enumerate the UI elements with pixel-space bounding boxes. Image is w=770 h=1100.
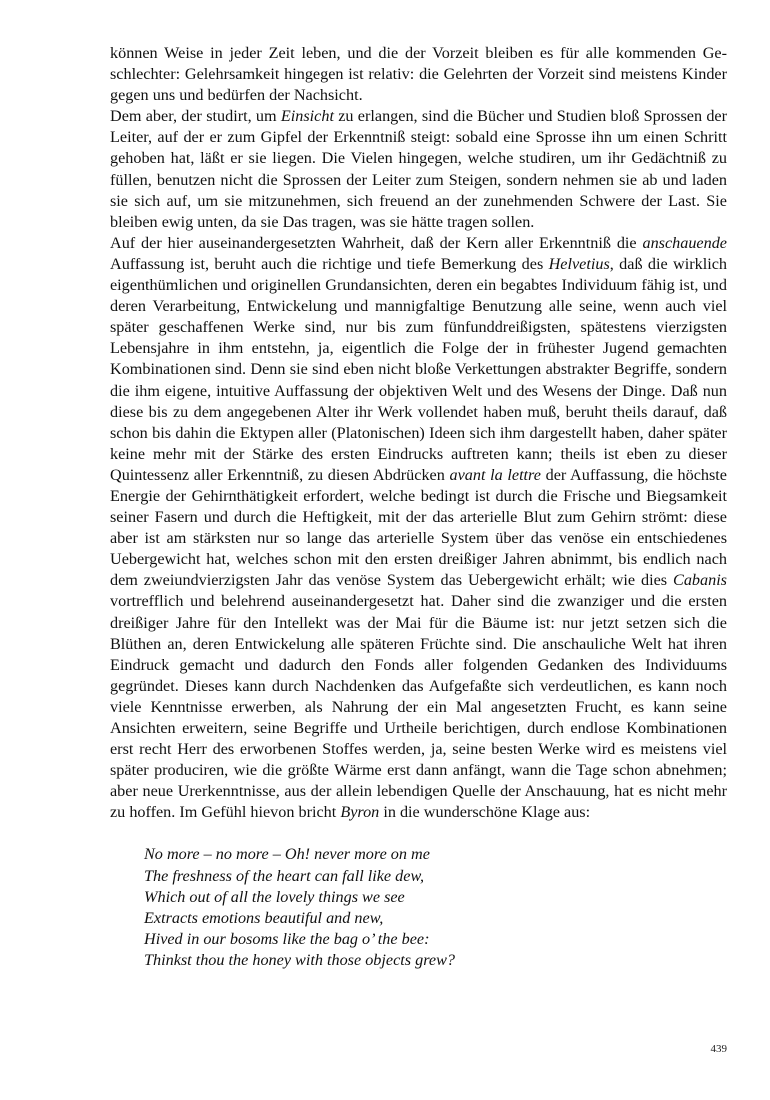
text-body xyxy=(110,43,727,823)
italic-emphasis: Einsicht xyxy=(280,107,334,126)
poem-line: Thinkst thou the honey with those objects grew? xyxy=(144,950,455,969)
text-run: können Weise in jeder Zeit leben, und die der Vorzeit bleiben es für alle kommenden Geschlechter: Gelehrsamkeit hingegen ist relativ: die Gelehrten der Vorzeit sind meistens Kinder gegen uns und bedürfen der Nachsicht. xyxy=(110,44,727,105)
italic-emphasis: avant la lettre xyxy=(449,465,541,484)
page-number: 439 xyxy=(710,1043,727,1055)
text-run: zu erlangen, sind die Bücher und Studien bloß Sprossen der Leiter, auf der er zum Gipfel der Erkenntniß steigt: sobald eine Sprosse ihn um einen Schritt gehoben hat, läßt er sie liegen. Die Vielen hingegen, welche studiren, um ihr Gedächtniß zu füllen, benutzen nicht die Sprossen der Leiter zum Steigen, sondern nehmen sie ab und laden sie sich auf, um sie mitzunehmen, sich freuend an der zunehmenden Schwere der Last. Sie bleiben ewig unten, da sie Das tragen, was sie hätte tragen sollen. xyxy=(110,107,727,231)
text-run: in die wunderschöne Klage aus: xyxy=(379,803,591,822)
poem-line: Extracts emotions beautiful and new, xyxy=(144,908,384,927)
text-run: der Auffassung, die höchste Energie der Gehirnthätigkeit erfordert, welche bedingt ist durch die Frische und Biegsamkeit seiner Fasern und durch die Heftigkeit, mit der das arterielle Blut zum Gehirn strömt: diese aber ist am stärksten nur so lange das arterielle System über das venöse ein entschiedenes Uebergewicht hat, welches schon mit den ersten dreißiger Jahren abnimmt, bis endlich nach dem zweiundvierzigsten Jahr das venöse System das Uebergewicht erhält; wie dies xyxy=(110,465,727,590)
poem-quote xyxy=(144,844,727,971)
text-run: Auffassung ist, beruht auch die richtige und tiefe Bemerkung des xyxy=(110,254,549,273)
page-body xyxy=(110,43,727,971)
italic-emphasis: Byron xyxy=(340,803,380,822)
text-run: , daß die wirklich eigenthümlichen und originellen Grundansichten, deren ein begabtes Individuum fähig ist, und deren Verarbeitung, Entwickelung und mannigfaltige Benutzung alle seine, wenn auch viel später geschaffenen Werke sind, nur bis zum fünfunddreißigsten, spätestens vierzigsten Lebensjahre in ihm entstehn, ja, eigentlich die Folge der in frühester Jugend gemachten Kombinationen sind. Denn sie sind eben nicht bloße Verkettungen abstrakter Begriffe, sondern die ihm eigene, intuitive Auffassung der objektiven Welt und des Wesens der Dinge. Daß nun diese bis zu dem angegebenen Alter ihr Werk vollendet haben muß, beruht theils darauf, daß schon bis dahin die Ektypen aller (Platonischen) Ideen sich ihm dargestellt haben, daher später keine mehr mit der Stärke des ersten Eindrucks auftreten kann; theils ist eben zu dieser Quintessenz aller Erkenntniß, zu diesen Abdrücken xyxy=(110,254,727,484)
italic-emphasis: Helvetius xyxy=(548,254,610,273)
poem-line: Which out of all the lovely things we see xyxy=(144,887,405,906)
poem-line: Hived in our bosoms like the bag o’ the bee: xyxy=(144,929,430,948)
text-run: vortrefflich und belehrend auseinandergesetzt hat. Daher sind die zwanziger und die ersten dreißiger Jahre für den Intellekt was der Mai für die Bäume ist: nur jetzt setzen sich die Blüthen an, deren Entwickelung alle späteren Früchte sind. Die anschauliche Welt hat ihren Eindruck gemacht und dadurch den Fonds aller folgenden Gedanken des Individuums gegründet. Dieses kann durch Nachdenken das Aufgefaßte sich verdeutlichen, es kann noch viele Kenntnisse erwerben, als Nahrung der ein Mal angesetzten Frucht, es kann seine Ansichten erweitern, seine Begriffe und Urtheile berichtigen, durch endlose Kombinationen erst recht Herr des erworbenen Stoffes werden, ja, seine besten Werke wird es meistens viel später produciren, wie die größte Wärme erst dann anfängt, wann die Tage schon abnehmen; aber neue Urerkenntnisse, aus der allein lebendigen Quelle der Anschauung, hat es nicht mehr zu hoffen. Im Gefühl hievon bricht xyxy=(110,592,727,822)
paragraph-3 xyxy=(110,233,727,824)
italic-emphasis: Cabanis xyxy=(673,571,727,590)
text-run: Dem aber, der studirt, um xyxy=(110,107,281,126)
poem-line: No more – no more – Oh! never more on me xyxy=(144,845,430,864)
text-run: Auf der hier auseinandergesetzten Wahrheit, daß der Kern aller Erkenntniß die xyxy=(110,233,643,252)
paragraph-1 xyxy=(110,43,727,106)
poem-line: The freshness of the heart can fall like dew, xyxy=(144,866,425,885)
paragraph-2 xyxy=(110,106,727,233)
italic-emphasis: anschauende xyxy=(642,233,727,252)
